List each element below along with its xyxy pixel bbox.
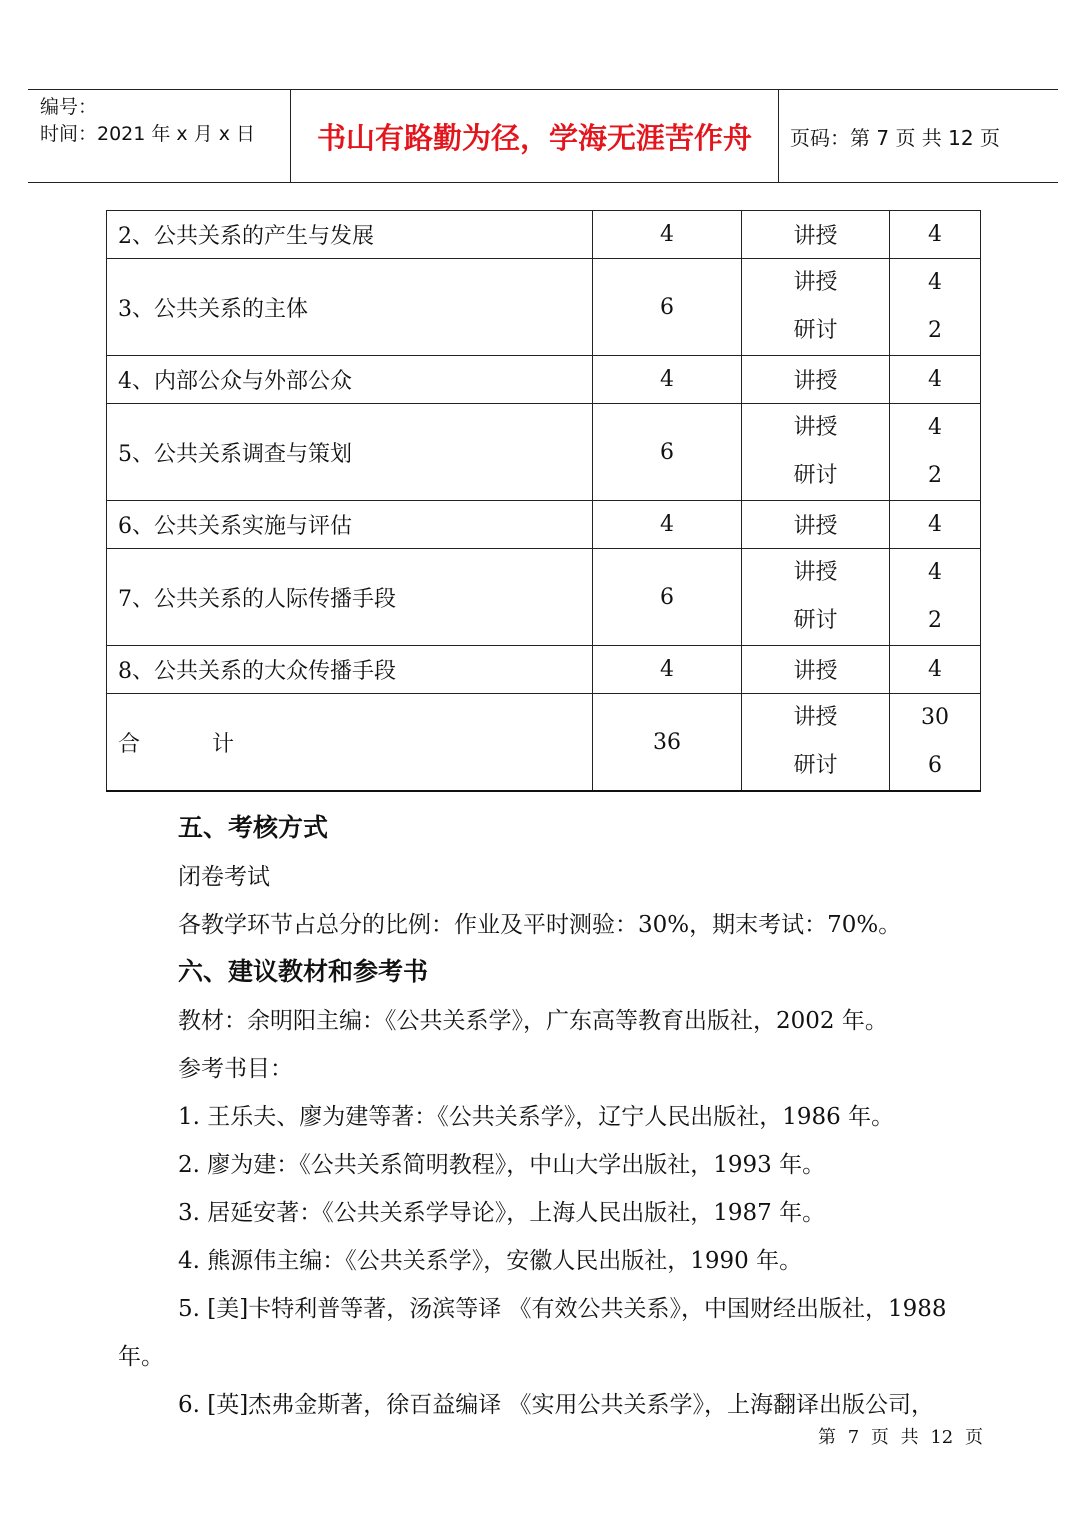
- method-cell: 讲授: [742, 501, 890, 549]
- section6-heading: 六、建议教材和参考书: [178, 957, 429, 986]
- total-label-cell: [107, 694, 593, 792]
- total-row: [107, 694, 981, 792]
- hours-cell: 6: [593, 259, 742, 356]
- lecture-hours: 4: [928, 270, 942, 295]
- hours-cell: 6: [593, 549, 742, 646]
- method-lecture: 讲授: [793, 270, 838, 295]
- hours-cell: 4: [593, 356, 742, 404]
- course-hours-table: [106, 210, 981, 792]
- total-label-a: 合: [118, 731, 141, 757]
- method-hours-cell: 4: [890, 501, 981, 549]
- header-motto: 书山有路勤为径，学海无涯苦作舟: [290, 90, 779, 182]
- table-row: [107, 211, 981, 259]
- method-hours-cell: [890, 549, 981, 646]
- exam-type: 闭卷考试: [178, 864, 270, 890]
- method-lecture: 讲授: [793, 415, 838, 440]
- lecture-hours: 4: [928, 415, 942, 440]
- hours-cell: 4: [593, 501, 742, 549]
- section5-heading: 五、考核方式: [178, 813, 329, 842]
- method-seminar: 研讨: [793, 318, 838, 343]
- document-time: 时间：2021 年 x 月 x 日: [40, 123, 256, 145]
- topic-cell: 8、公共关系的大众传播手段: [107, 646, 593, 694]
- hours-cell: 4: [593, 646, 742, 694]
- method-lecture: 讲授: [793, 705, 838, 730]
- method-seminar: 研讨: [793, 608, 838, 633]
- method-cell: [742, 259, 890, 356]
- seminar-hours: 2: [928, 318, 942, 343]
- total-method-hours-cell: [890, 694, 981, 792]
- reference-item: 2. 廖为建：《公共关系简明教程》，中山大学出版社，1993 年。: [178, 1152, 826, 1178]
- method-hours-cell: 4: [890, 356, 981, 404]
- document-number-label: 编号：: [40, 96, 98, 118]
- seminar-hours: 2: [928, 608, 942, 633]
- reference-item: 4. 熊源伟主编：《公共关系学》，安徽人民出版社，1990 年。: [178, 1248, 803, 1274]
- hours-cell: 4: [593, 211, 742, 259]
- method-seminar: 研讨: [793, 753, 838, 778]
- reference-item: 1. 王乐夫、廖为建等著：《公共关系学》，辽宁人民出版社，1986 年。: [178, 1104, 895, 1130]
- header-meta: [40, 94, 255, 148]
- method-hours-cell: 4: [890, 211, 981, 259]
- table-row: [107, 404, 981, 501]
- page-footer: 第 7 页 共 12 页: [818, 1427, 983, 1448]
- header-page-info: 页码：第 7 页 共 12 页: [790, 125, 1000, 150]
- reference-item: 6. [英]杰弗金斯著，徐百益编译 《实用公共关系学》，上海翻译出版公司，: [178, 1392, 935, 1418]
- table-row: [107, 356, 981, 404]
- method-hours-cell: 4: [890, 646, 981, 694]
- lecture-hours: 30: [921, 705, 949, 730]
- page-header: [28, 89, 1058, 183]
- method-cell: [742, 404, 890, 501]
- table-row: [107, 501, 981, 549]
- seminar-hours: 6: [928, 753, 942, 778]
- topic-cell: 5、公共关系调查与策划: [107, 404, 593, 501]
- table-row: [107, 259, 981, 356]
- total-hours-cell: 36: [593, 694, 742, 792]
- method-cell: 讲授: [742, 211, 890, 259]
- method-hours-cell: [890, 404, 981, 501]
- lecture-hours: 4: [928, 560, 942, 585]
- total-label-b: 计: [212, 731, 235, 757]
- method-seminar: 研讨: [793, 463, 838, 488]
- reference-item-continued: 年。: [118, 1344, 164, 1370]
- reference-item: 3. 居延安著：《公共关系学导论》，上海人民出版社，1987 年。: [178, 1200, 826, 1226]
- method-cell: 讲授: [742, 646, 890, 694]
- topic-cell: 7、公共关系的人际传播手段: [107, 549, 593, 646]
- topic-cell: 4、内部公众与外部公众: [107, 356, 593, 404]
- topic-cell: 6、公共关系实施与评估: [107, 501, 593, 549]
- topic-cell: 3、公共关系的主体: [107, 259, 593, 356]
- method-cell: [742, 549, 890, 646]
- references-title: 参考书目：: [178, 1056, 293, 1082]
- topic-cell: 2、公共关系的产生与发展: [107, 211, 593, 259]
- method-lecture: 讲授: [793, 560, 838, 585]
- textbook: 教材：余明阳主编：《公共关系学》，广东高等教育出版社，2002 年。: [178, 1008, 888, 1034]
- hours-cell: 6: [593, 404, 742, 501]
- table-row: [107, 549, 981, 646]
- method-cell: 讲授: [742, 356, 890, 404]
- method-hours-cell: [890, 259, 981, 356]
- grading-ratio: 各教学环节占总分的比例：作业及平时测验：30%，期末考试：70%。: [178, 912, 902, 938]
- reference-item: 5. [美]卡特利普等著，汤滨等译 《有效公共关系》，中国财经出版社，1988: [178, 1296, 947, 1322]
- total-method-cell: [742, 694, 890, 792]
- seminar-hours: 2: [928, 463, 942, 488]
- table-row: [107, 646, 981, 694]
